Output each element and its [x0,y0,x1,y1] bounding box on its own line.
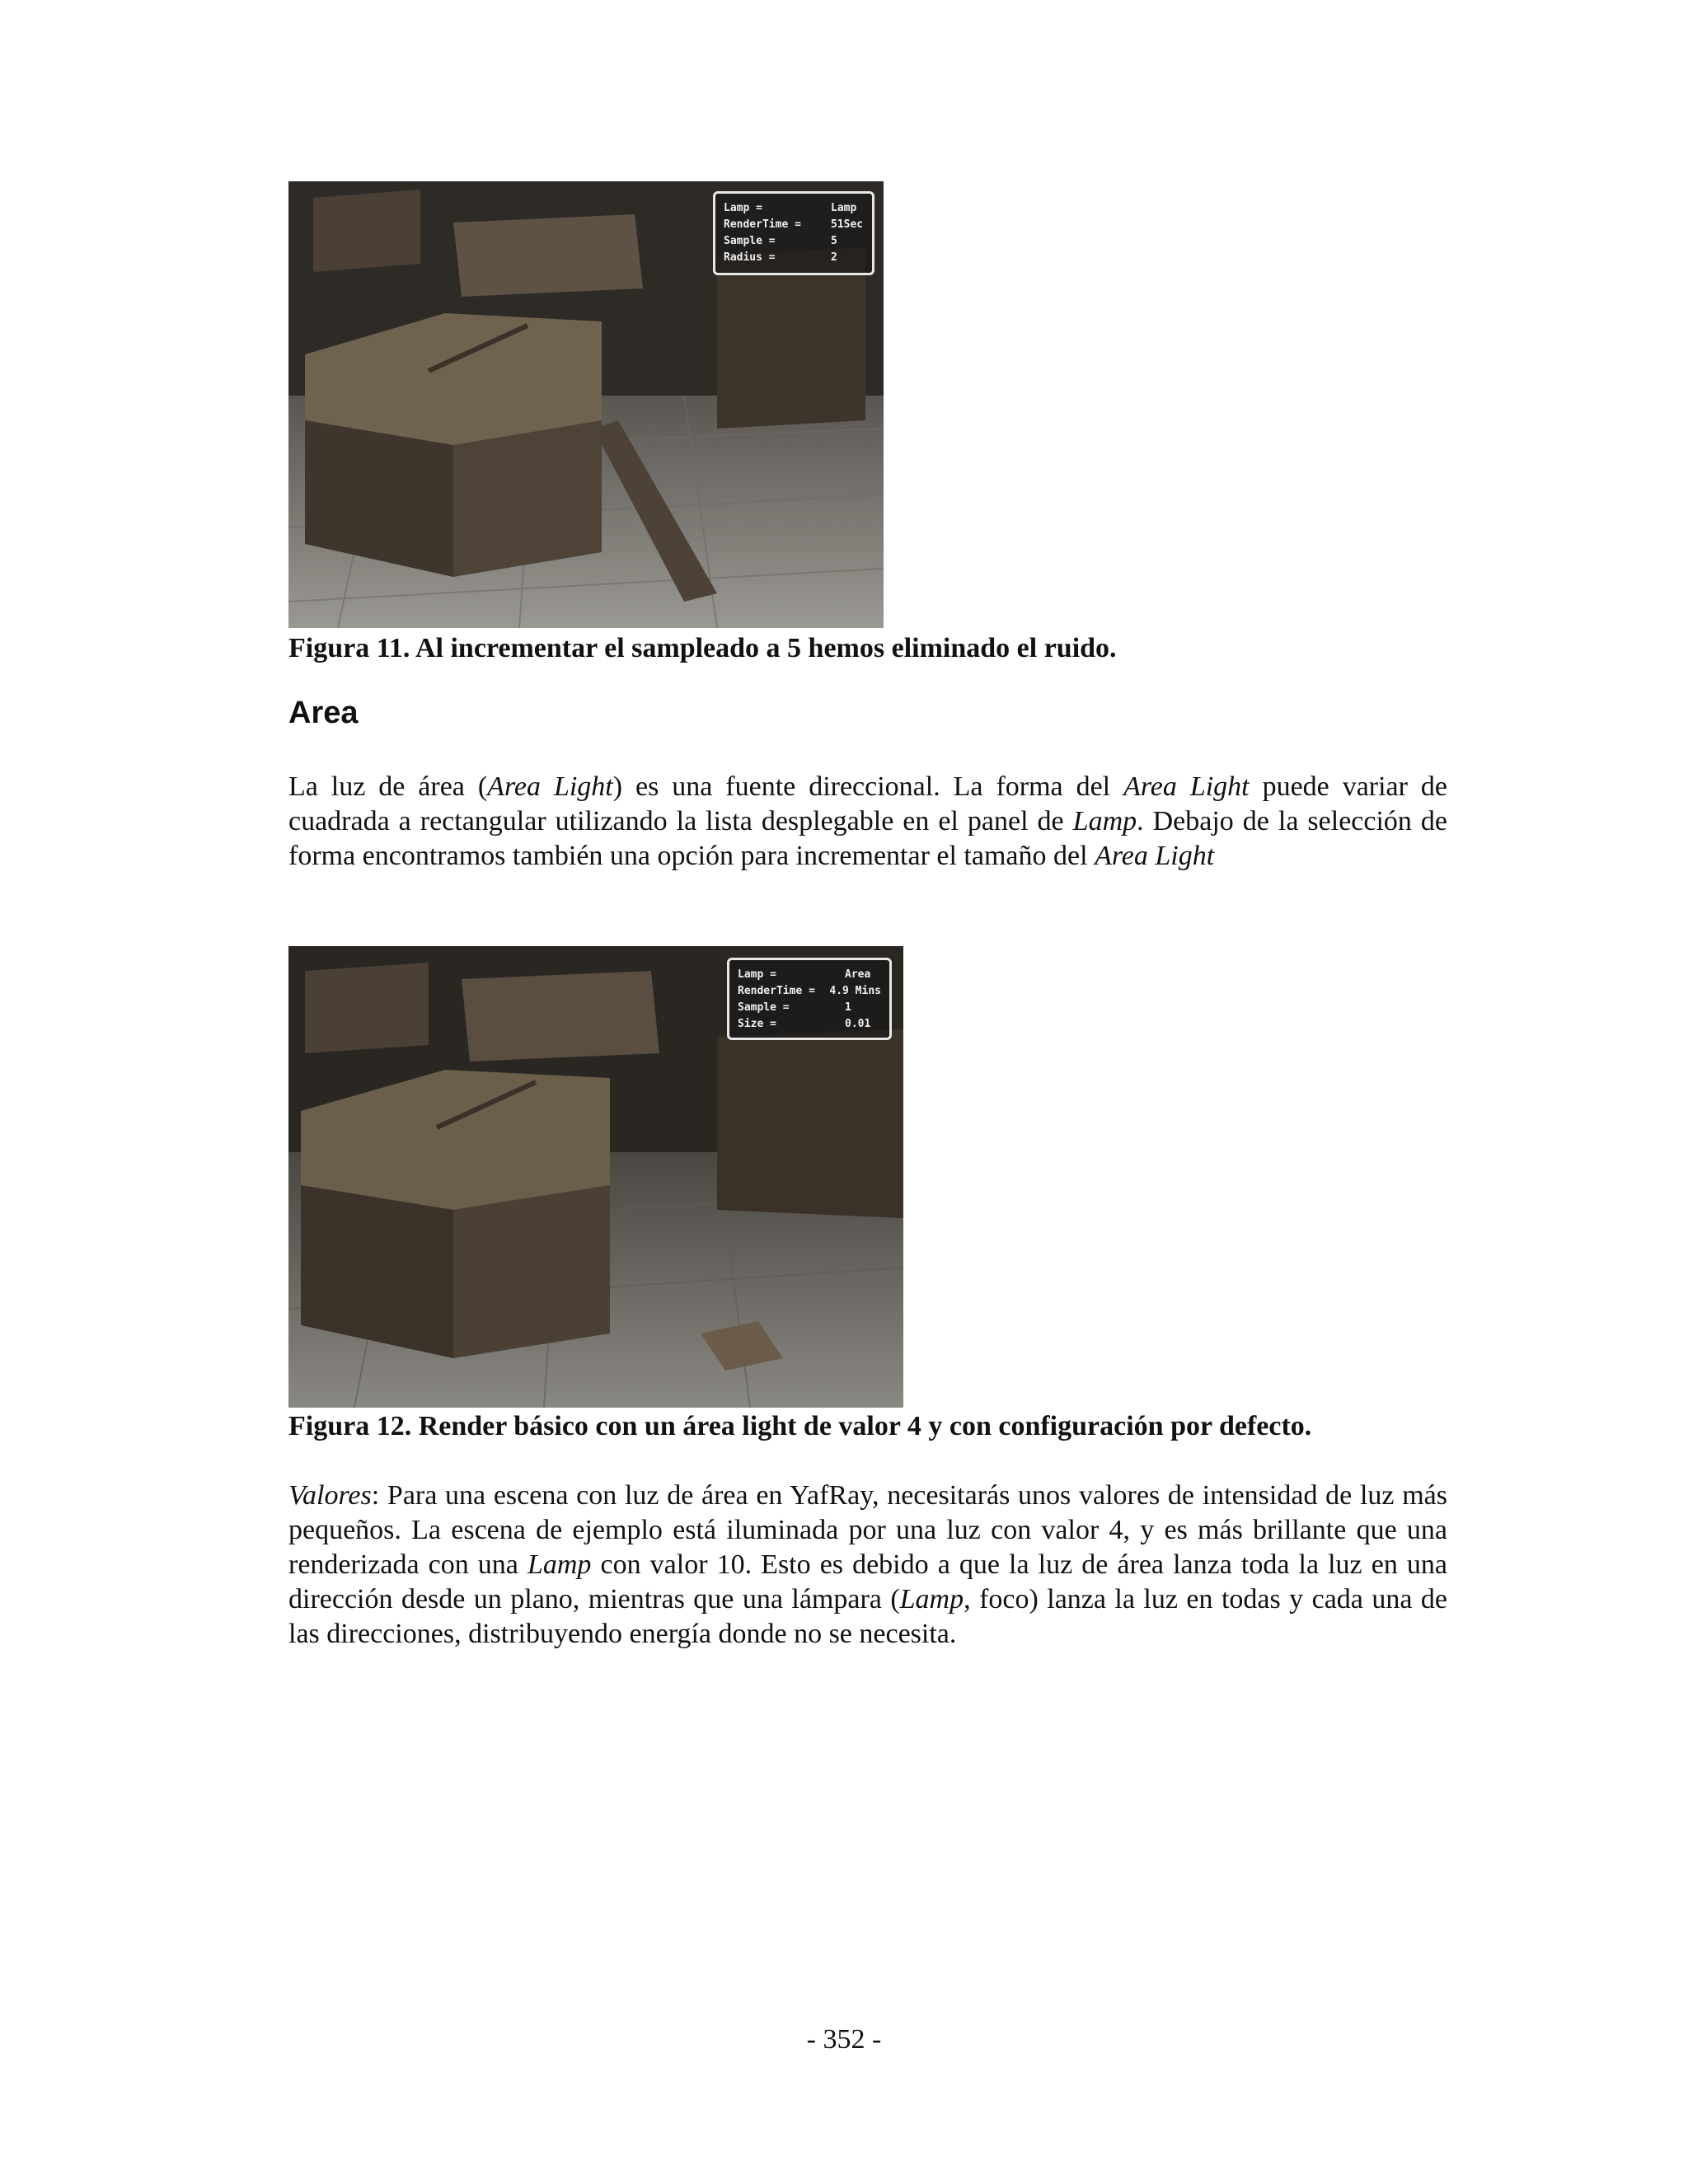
overlay-row-rendertime [738,983,881,1000]
overlay-key: Lamp = [738,968,776,981]
render-info-overlay [713,191,874,275]
overlay-value: Area [845,968,871,981]
overlay-value: 0.01 [845,1018,871,1030]
overlay-value: 51Sec [831,218,864,231]
paragraph-area-intro [288,770,1447,874]
figure-12-render [288,946,903,1408]
overlay-row-sample [738,1000,881,1016]
overlay-value: 4.9 Mins [829,985,881,997]
overlay-value: Lamp [831,202,857,214]
text-run: puede variar de cuadrada a rectangular utilizando la lista desplegable en el panel de [288,771,1448,837]
overlay-value: 5 [831,235,837,247]
italic-run: Area Light [487,771,613,802]
italic-run: Area Light [1123,771,1250,802]
overlay-row-rendertime [724,217,864,233]
overlay-value: 2 [831,251,837,264]
italic-run: Valores [288,1480,372,1511]
overlay-row-radius [724,250,864,266]
overlay-key: RenderTime = [724,218,801,231]
figure-11-caption: Figura 11. Al incrementar el sampleado a 5 hemos eliminado el ruido. [288,633,1117,663]
italic-run: Lamp [527,1549,592,1580]
overlay-value: 1 [845,1001,851,1014]
overlay-key: Sample = [738,1001,790,1014]
italic-run: Lamp [1072,806,1137,837]
overlay-key: Size = [738,1018,776,1030]
figure-12-caption: Figura 12. Render básico con un área light de valor 4 y con configuración por defecto. [288,1411,1312,1441]
text-run: ) es una fuente direccional. La forma del [612,771,1124,802]
text-run: La luz de área ( [288,771,488,802]
overlay-row-size [738,1016,881,1033]
overlay-key: Lamp = [724,202,762,214]
overlay-key: RenderTime = [738,985,815,997]
figure-11-render [288,181,884,628]
page-number: - 352 - [806,2024,882,2055]
overlay-key: Radius = [724,251,776,264]
italic-run: Area Light [1095,841,1215,871]
overlay-row-lamp [724,200,864,217]
text-run: . Debajo de la selección de forma encontramos también una opción para incrementar el tamaño del [288,806,1447,871]
render-info-overlay [727,958,892,1040]
text-run: , foco) lanza la luz en todas y cada una de las direcciones, distribuyendo energía donde no se necesita. [288,1584,1447,1649]
text-run: con valor 10. Esto es debido a que la luz de área lanza toda la luz en una dirección desde un plano, mientras que una lámpara ( [288,1549,1447,1615]
overlay-row-lamp [738,967,881,983]
section-heading-area: Area [288,696,359,730]
paragraph-valores [288,1479,1447,1652]
text-run: : Para una escena con luz de área en YafRay, necesitarás unos valores de intensidad de luz más pequeños. La escena de ejemplo está iluminada por una luz con valor 4, y es más brillante que una renderizada con una [288,1480,1447,1580]
overlay-key: Sample = [724,235,776,247]
overlay-row-sample [724,233,864,250]
italic-run: Lamp [899,1584,964,1615]
